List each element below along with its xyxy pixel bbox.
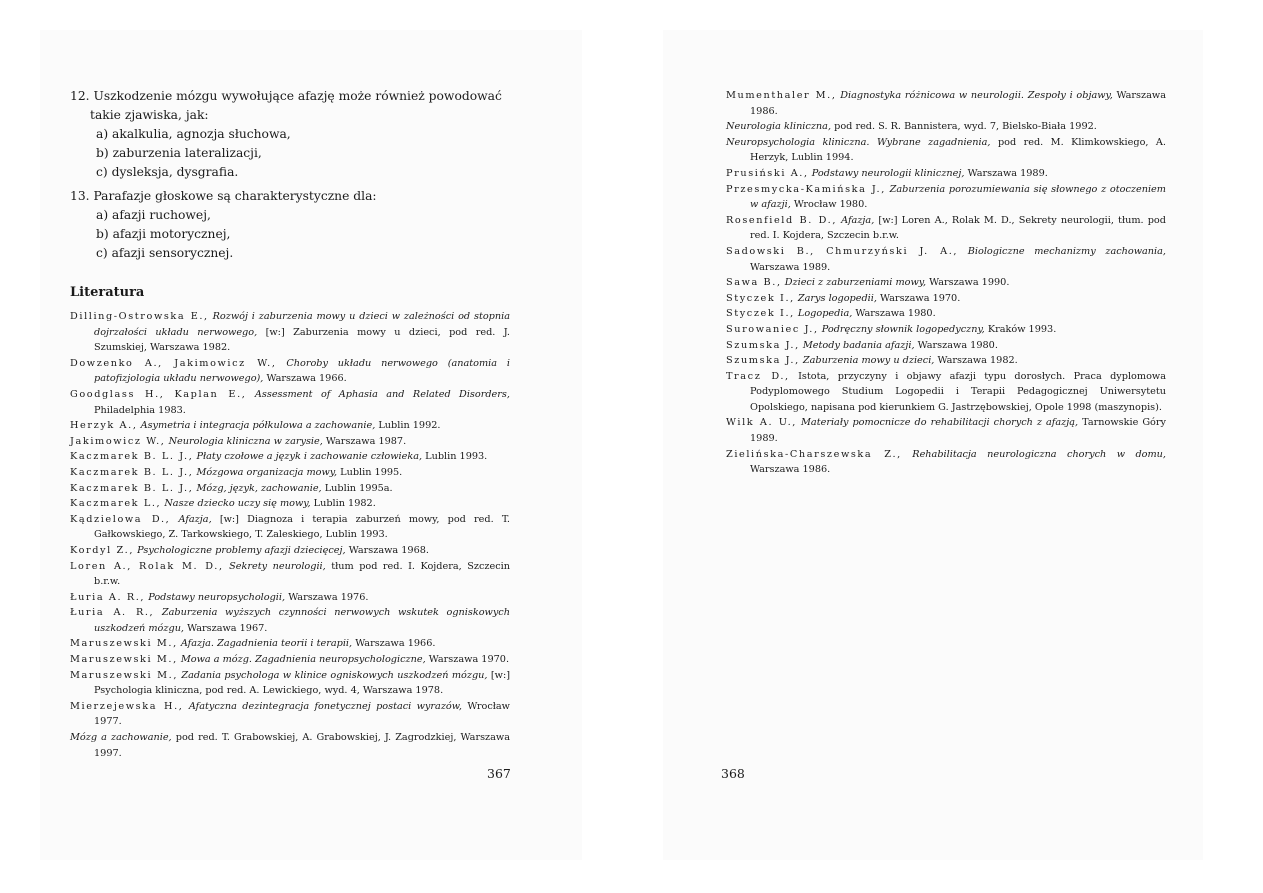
reference-item: [726, 166, 1166, 182]
reference-item: [726, 338, 1166, 354]
reference-title: Choroby układu nerwowego (anatomia i patofizjologia układu nerwowego),: [94, 357, 510, 385]
reference-title: Rehabilitacja neurologiczna chorych w domu,: [912, 448, 1166, 460]
reference-author: Goodglass H., Kaplan E.,: [70, 388, 247, 400]
reference-title: Dzieci z zaburzeniami mowy,: [784, 277, 927, 289]
reference-details: Warszawa 1970.: [428, 654, 510, 666]
reference-item: [70, 605, 510, 636]
reference-item: [70, 481, 510, 497]
reference-item: [70, 652, 510, 668]
reference-item: [70, 512, 510, 543]
reference-author: Loren A., Rolak M. D.,: [70, 560, 224, 572]
reference-author: Maruszewski M.,: [70, 638, 178, 650]
reference-details: Wrocław 1977.: [94, 700, 510, 728]
reference-author: Mierzejewska H.,: [70, 700, 184, 712]
reference-details: Warszawa 1989.: [967, 167, 1048, 179]
reference-details: Warszawa 1970.: [880, 292, 961, 304]
reference-item: [726, 135, 1166, 166]
reference-title: Mózg, język, zachowanie,: [196, 482, 322, 494]
references-list-left: [70, 309, 510, 761]
reference-author: Styczek I.,: [726, 292, 795, 304]
right-page: [663, 30, 1203, 860]
references-list-right: [726, 88, 1166, 478]
reference-item: [70, 309, 510, 356]
reference-details: Warszawa 1986.: [750, 464, 831, 476]
reference-title: Zadania psychologa w klinice ogniskowych uszkodzeń mózgu,: [181, 669, 488, 681]
reference-item: [70, 543, 510, 559]
reference-title: Podstawy neuropsychologii,: [148, 591, 286, 603]
question-text: 13. Parafazje głoskowe są charakterystyczne dla:: [70, 189, 377, 203]
reference-title: Zaburzenia wyższych czynności nerwowych wskutek ogniskowych uszkodzeń mózgu,: [94, 607, 510, 634]
reference-author: Sadowski B., Chmurzyński J. A.,: [726, 245, 959, 257]
left-page: [40, 30, 582, 860]
reference-details: Warszawa 1968.: [348, 544, 429, 556]
reference-details: [w:] Zaburzenia mowy u dzieci, pod red. J. Szumskiej, Warszawa 1982.: [94, 326, 510, 354]
reference-author: Maruszewski M.,: [70, 654, 178, 666]
reference-details: Warszawa 1966.: [266, 373, 347, 385]
reference-item: [726, 291, 1166, 307]
reference-author: Łuria A. R.,: [70, 607, 155, 619]
reference-title: Mowa a mózg. Zagadnienia neuropsychologiczne,: [180, 654, 426, 666]
page-number: 368: [721, 766, 745, 781]
reference-title: Płaty czołowe a język i zachowanie człowieka,: [196, 451, 423, 463]
answer-option: b) afazji motorycznej,: [96, 227, 231, 241]
reference-details: Lublin 1995.: [340, 466, 403, 478]
reference-title: Sekrety neurologii,: [229, 560, 326, 572]
reference-author: Przesmycka-Kamińska J.,: [726, 183, 886, 195]
reference-author: Zielińska-Charszewska Z.,: [726, 448, 902, 460]
reference-item: [726, 447, 1166, 478]
reference-details: Istota, przyczyny i objawy afazji typu dorosłych. Praca dyplomowa Podyplomowego Studium Logopedii i Terapii Pedagogicznej Uniwersytetu Opolskiego, napisana pod kierunkiem G. Jastrzębowskiej, Opole 1998 (maszynopis).: [750, 370, 1166, 413]
reference-details: Warszawa 1980.: [855, 308, 936, 320]
question-13: [70, 187, 510, 263]
reference-item: [726, 275, 1166, 291]
reference-item: [70, 590, 510, 606]
reference-title: Rozwój i zaburzenia mowy u dzieci w zależności od stopnia dojrzałości układu nerwowego,: [94, 311, 510, 338]
reference-item: [70, 559, 510, 590]
reference-title: Diagnostyka różnicowa w neurologii. Zespoły i objawy,: [840, 90, 1113, 101]
answer-option: c) afazji sensorycznej.: [96, 246, 234, 260]
reference-details: Warszawa 1967.: [187, 622, 268, 634]
reference-item: [70, 668, 510, 699]
reference-details: Lublin 1992.: [378, 420, 441, 432]
reference-details: pod red. S. R. Bannistera, wyd. 7, Bielsko-Biała 1992.: [834, 121, 1097, 133]
reference-author: Kaczmarek B. L. J.,: [70, 451, 194, 463]
reference-details: Philadelphia 1983.: [94, 404, 186, 416]
reference-title: Zaburzenia porozumiewania się słownego z otoczeniem w afazji,: [750, 183, 1166, 211]
reference-item: [70, 387, 510, 418]
reference-author: Maruszewski M.,: [70, 669, 179, 681]
reference-item: [726, 244, 1166, 275]
reference-details: pod red. T. Grabowskiej, A. Grabowskiej, J. Zagrodzkiej, Warszawa 1997.: [94, 732, 510, 759]
reference-details: Wrocław 1980.: [793, 199, 868, 211]
answer-option: a) akalkulia, agnozja słuchowa,: [96, 127, 291, 141]
reference-author: Jakimowicz W.,: [70, 435, 166, 447]
reference-details: Warszawa 1982.: [937, 355, 1018, 367]
reference-item: [70, 636, 510, 652]
reference-title: Psychologiczne problemy afazji dziecięcej,: [137, 544, 346, 556]
reference-item: [726, 322, 1166, 338]
reference-author: Surowaniec J.,: [726, 323, 819, 335]
reference-item: [70, 699, 510, 730]
reference-title: Mózg a zachowanie,: [70, 732, 172, 744]
reference-title: Biologiczne mechanizmy zachowania,: [967, 245, 1166, 257]
reference-title: Neurologia kliniczna w zarysie,: [168, 435, 323, 447]
reference-details: Warszawa 1987.: [325, 435, 407, 447]
reference-title: Assessment of Aphasia and Related Disorders,: [254, 388, 510, 400]
reference-title: Afazja,: [178, 513, 212, 525]
reference-item: [726, 119, 1166, 135]
reference-author: Sawa B.,: [726, 277, 782, 289]
reference-author: Mumenthaler M.,: [726, 90, 837, 101]
reference-item: [726, 306, 1166, 322]
reference-author: Rosenfield B. D.,: [726, 214, 838, 226]
reference-author: Kaczmarek B. L. J.,: [70, 482, 194, 494]
reference-title: Afazja. Zagadnienia teorii i terapii,: [180, 638, 353, 650]
reference-details: tłum pod red. I. Kojdera, Szczecin b.r.w.: [94, 560, 510, 588]
reference-title: Podręczny słownik logopedyczny,: [821, 323, 985, 335]
reference-details: pod red. M. Klimkowskiego, A. Herzyk, Lublin 1994.: [750, 136, 1166, 164]
reference-title: Neurologia kliniczna,: [726, 121, 832, 133]
reference-details: Lublin 1995a.: [324, 482, 393, 494]
reference-author: Łuria A. R.,: [70, 591, 146, 603]
reference-details: [w:] Loren A., Rolak M. D., Sekrety neurologii, tłum. pod red. I. Kojdera, Szczecin b.r.w.: [750, 214, 1166, 242]
reference-title: Afazja,: [841, 214, 875, 226]
reference-author: Styczek I.,: [726, 308, 795, 320]
reference-details: Warszawa 1986.: [750, 90, 1166, 117]
reference-item: [70, 449, 510, 465]
reference-author: Kordyl Z.,: [70, 544, 135, 556]
answer-option: b) zaburzenia lateralizacji,: [96, 146, 262, 160]
reference-details: Warszawa 1976.: [288, 591, 369, 603]
reference-author: Herzyk A.,: [70, 420, 138, 432]
reference-item: [70, 465, 510, 481]
reference-details: Lublin 1993.: [425, 451, 488, 463]
reference-title: Asymetria i integracja półkulowa a zachowanie,: [140, 420, 376, 432]
reference-item: [70, 356, 510, 387]
reference-details: [w:] Psychologia kliniczna, pod red. A. Lewickiego, wyd. 4, Warszawa 1978.: [94, 669, 510, 697]
reference-title: Zaburzenia mowy u dzieci,: [802, 355, 935, 367]
answer-option: c) dysleksja, dysgrafia.: [96, 165, 239, 179]
reference-item: [726, 369, 1166, 416]
reference-author: Dilling-Ostrowska E.,: [70, 311, 209, 322]
reference-title: Neuropsychologia kliniczna. Wybrane zagadnienia,: [726, 136, 991, 148]
reference-author: Dowzenko A., Jakimowicz W.,: [70, 357, 277, 369]
literature-heading: Literatura: [70, 285, 145, 300]
reference-item: [70, 730, 510, 761]
reference-title: Mózgowa organizacja mowy,: [196, 466, 338, 478]
reference-details: Warszawa 1980.: [917, 339, 998, 351]
reference-item: [70, 496, 510, 512]
reference-details: Lublin 1982.: [313, 498, 376, 510]
reference-item: [726, 88, 1166, 119]
reference-details: [w:] Diagnoza i terapia zaburzeń mowy, pod red. T. Gałkowskiego, Z. Tarkowskiego, T. Zaleskiego, Lublin 1993.: [94, 513, 510, 541]
reference-details: Tarnowskie Góry 1989.: [750, 417, 1166, 445]
reference-item: [70, 418, 510, 434]
reference-author: Kądzielowa D.,: [70, 513, 171, 525]
page-number: 367: [487, 766, 511, 781]
reference-item: [726, 415, 1166, 446]
reference-title: Afatyczna dezintegracja fonetycznej postaci wyrazów,: [188, 700, 462, 712]
reference-item: [70, 434, 510, 450]
reference-details: Warszawa 1989.: [750, 261, 831, 273]
reference-item: [726, 182, 1166, 213]
reference-author: Prusiński A.,: [726, 167, 809, 179]
reference-details: Warszawa 1966.: [355, 638, 436, 650]
reference-author: Szumska J.,: [726, 355, 800, 367]
reference-title: Podstawy neurologii klinicznej,: [811, 167, 965, 179]
reference-title: Materiały pomocnicze do rehabilitacji chorych z afazją,: [801, 417, 1079, 429]
reference-title: Zarys logopedii,: [797, 292, 877, 304]
reference-title: Metody badania afazji,: [802, 339, 915, 351]
question-text: 12. Uszkodzenie mózgu wywołujące afazję może również powodować takie zjawiska, jak:: [70, 89, 502, 122]
answer-option: a) afazji ruchowej,: [96, 208, 211, 222]
reference-title: Nasze dziecko uczy się mowy,: [164, 498, 311, 510]
reference-details: Kraków 1993.: [987, 323, 1057, 335]
reference-details: Warszawa 1990.: [929, 277, 1010, 289]
reference-author: Kaczmarek B. L. J.,: [70, 466, 194, 478]
reference-author: Tracz D.,: [726, 370, 790, 382]
reference-title: Logopedia,: [797, 308, 853, 320]
reference-item: [726, 353, 1166, 369]
reference-author: Szumska J.,: [726, 339, 800, 351]
reference-item: [726, 213, 1166, 244]
reference-author: Kaczmarek L.,: [70, 498, 162, 510]
question-12: [70, 87, 510, 182]
reference-author: Wilk A. U.,: [726, 417, 797, 429]
